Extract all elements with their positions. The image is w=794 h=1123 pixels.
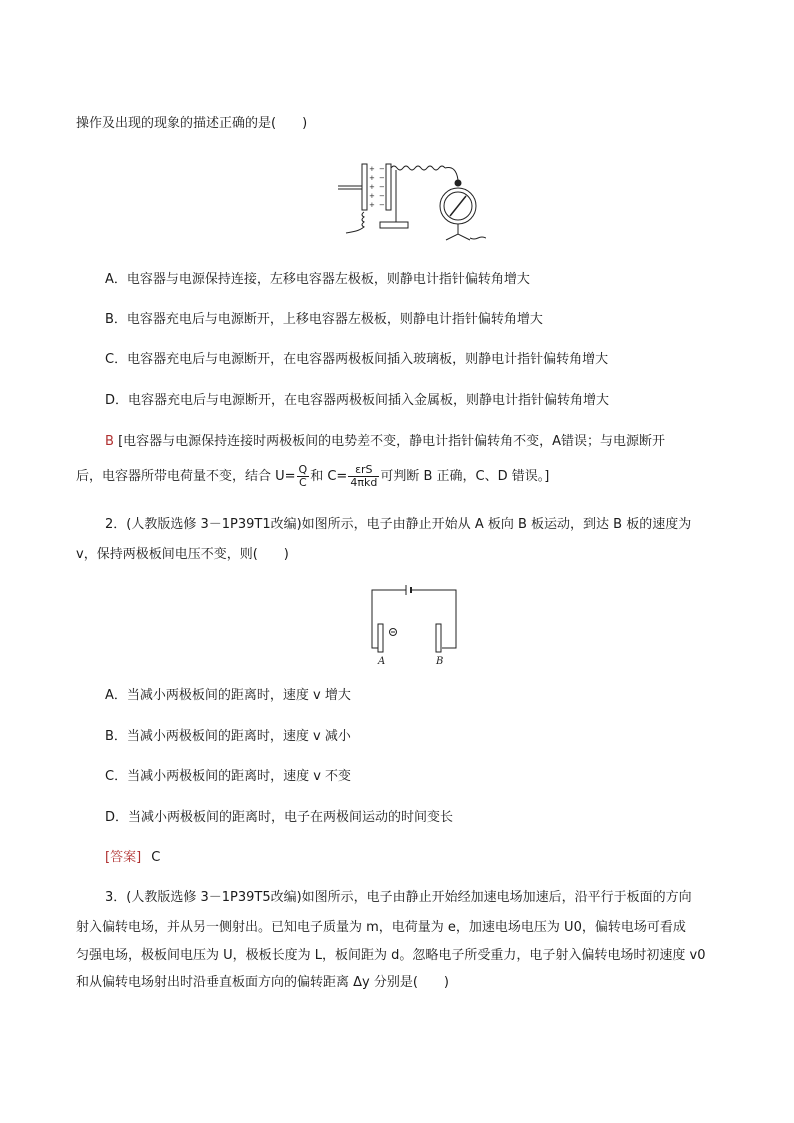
svg-text:−: − (379, 201, 385, 209)
q2-option-a: A．当减小两极板间的距离时，速度 v 增大 (105, 688, 351, 703)
q1-expl-part-c: 可判断 B 正确，C、D 错误。] (380, 469, 550, 484)
q2-stem-line2: v，保持两极板间电压不变，则( ) (76, 547, 289, 562)
fraction-capacitance (348, 464, 379, 489)
parallel-plates-figure (366, 582, 462, 666)
fraction-q-over-c (297, 464, 310, 489)
svg-text:+: + (369, 165, 375, 173)
q1-option-c: C．电容器充电后与电源断开，在电容器两极板间插入玻璃板，则静电计指针偏转角增大 (105, 352, 609, 367)
stand-base (380, 222, 408, 228)
q1-option-d: D．电容器充电后与电源断开，在电容器两极板间插入金属板，则静电计指针偏转角增大 (105, 393, 610, 408)
frac1-denominator: C (299, 476, 307, 489)
q1-expl-part-b: 和 C= (310, 469, 348, 484)
svg-text:−: − (379, 183, 385, 191)
q3-stem-line4: 和从偏转电场射出时沿垂直板面方向的偏转距离 Δy 分别是( ) (76, 975, 449, 990)
circuit-wire-left (372, 590, 406, 648)
capacitor-plate-right (386, 164, 391, 210)
svg-text:+: + (369, 183, 375, 191)
svg-text:+: + (369, 174, 375, 182)
q3-stem-line3: 匀强电场，极板间电压为 U，极板长度为 L，板间距为 d。忽略电子所受重力，电子射入偏转电场时初速度 v0 (76, 948, 706, 963)
electrometer-needle (450, 196, 466, 216)
svg-text:−: − (379, 165, 385, 173)
q1-expl-part-a: 后，电容器所带电荷量不变，结合 U= (76, 469, 296, 484)
q1-explanation-line2 (76, 464, 734, 489)
answer-label: [答案] (105, 850, 142, 865)
wire-coil-top (391, 166, 445, 170)
frac2-denominator: 4πkd (350, 476, 378, 489)
frac1-numerator: Q (298, 463, 308, 476)
svg-text:+: + (369, 192, 375, 200)
q3-stem-line2: 射入偏转电场，并从另一侧射出。已知电子质量为 m，电荷量为 e，加速电场电压为 U0，偏转电场可看成 (76, 920, 686, 935)
svg-text:+: + (369, 201, 375, 209)
q2-option-b: B．当减小两极板间的距离时，速度 v 减小 (105, 729, 351, 744)
q2-stem-line1: 2．(人教版选修 3－1P39T1改编)如图所示，电子由静止开始从 A 板向 B 板运动，到达 B 板的速度为 (105, 517, 692, 532)
svg-text:−: − (379, 174, 385, 182)
plate-b-label: B (436, 656, 444, 666)
q1-answer-letter: B (105, 434, 114, 449)
q2-answer (105, 848, 734, 868)
intro-text: 操作及出现的现象的描述正确的是( ) (76, 116, 308, 131)
q1-explanation-text1: [电容器与电源保持连接时两极板间的电势差不变，静电计指针偏转角不变，A错误；与电源断开 (118, 434, 666, 449)
plate-a-label: A (378, 656, 386, 666)
answer-value: C (151, 850, 161, 865)
circuit-wire-right (411, 590, 456, 648)
frac2-numerator: εrS (348, 464, 379, 477)
capacitor-plate-left (362, 164, 367, 210)
svg-text:−: − (379, 192, 385, 200)
capacitor-electrometer-figure (336, 150, 486, 246)
q2-option-c: C．当减小两极板间的距离时，速度 v 不变 (105, 769, 352, 784)
q1-explanation-line1 (105, 432, 734, 452)
plate-a (378, 624, 383, 652)
q3-stem-line1: 3．(人教版选修 3－1P39T5改编)如图所示，电子由静止开始经加速电场加速后，沿平行于板面的方向 (105, 890, 692, 905)
ground-wire-left (346, 212, 364, 233)
q2-option-d: D．当减小两极板间的距离时，电子在两极间运动的时间变长 (105, 810, 454, 825)
q1-option-b: B．电容器充电后与电源断开，上移电容器左极板，则静电计指针偏转角增大 (105, 312, 543, 327)
q1-option-a: A．电容器与电源保持连接，左移电容器左极板，则静电计指针偏转角增大 (105, 272, 530, 287)
plate-b (436, 624, 441, 652)
